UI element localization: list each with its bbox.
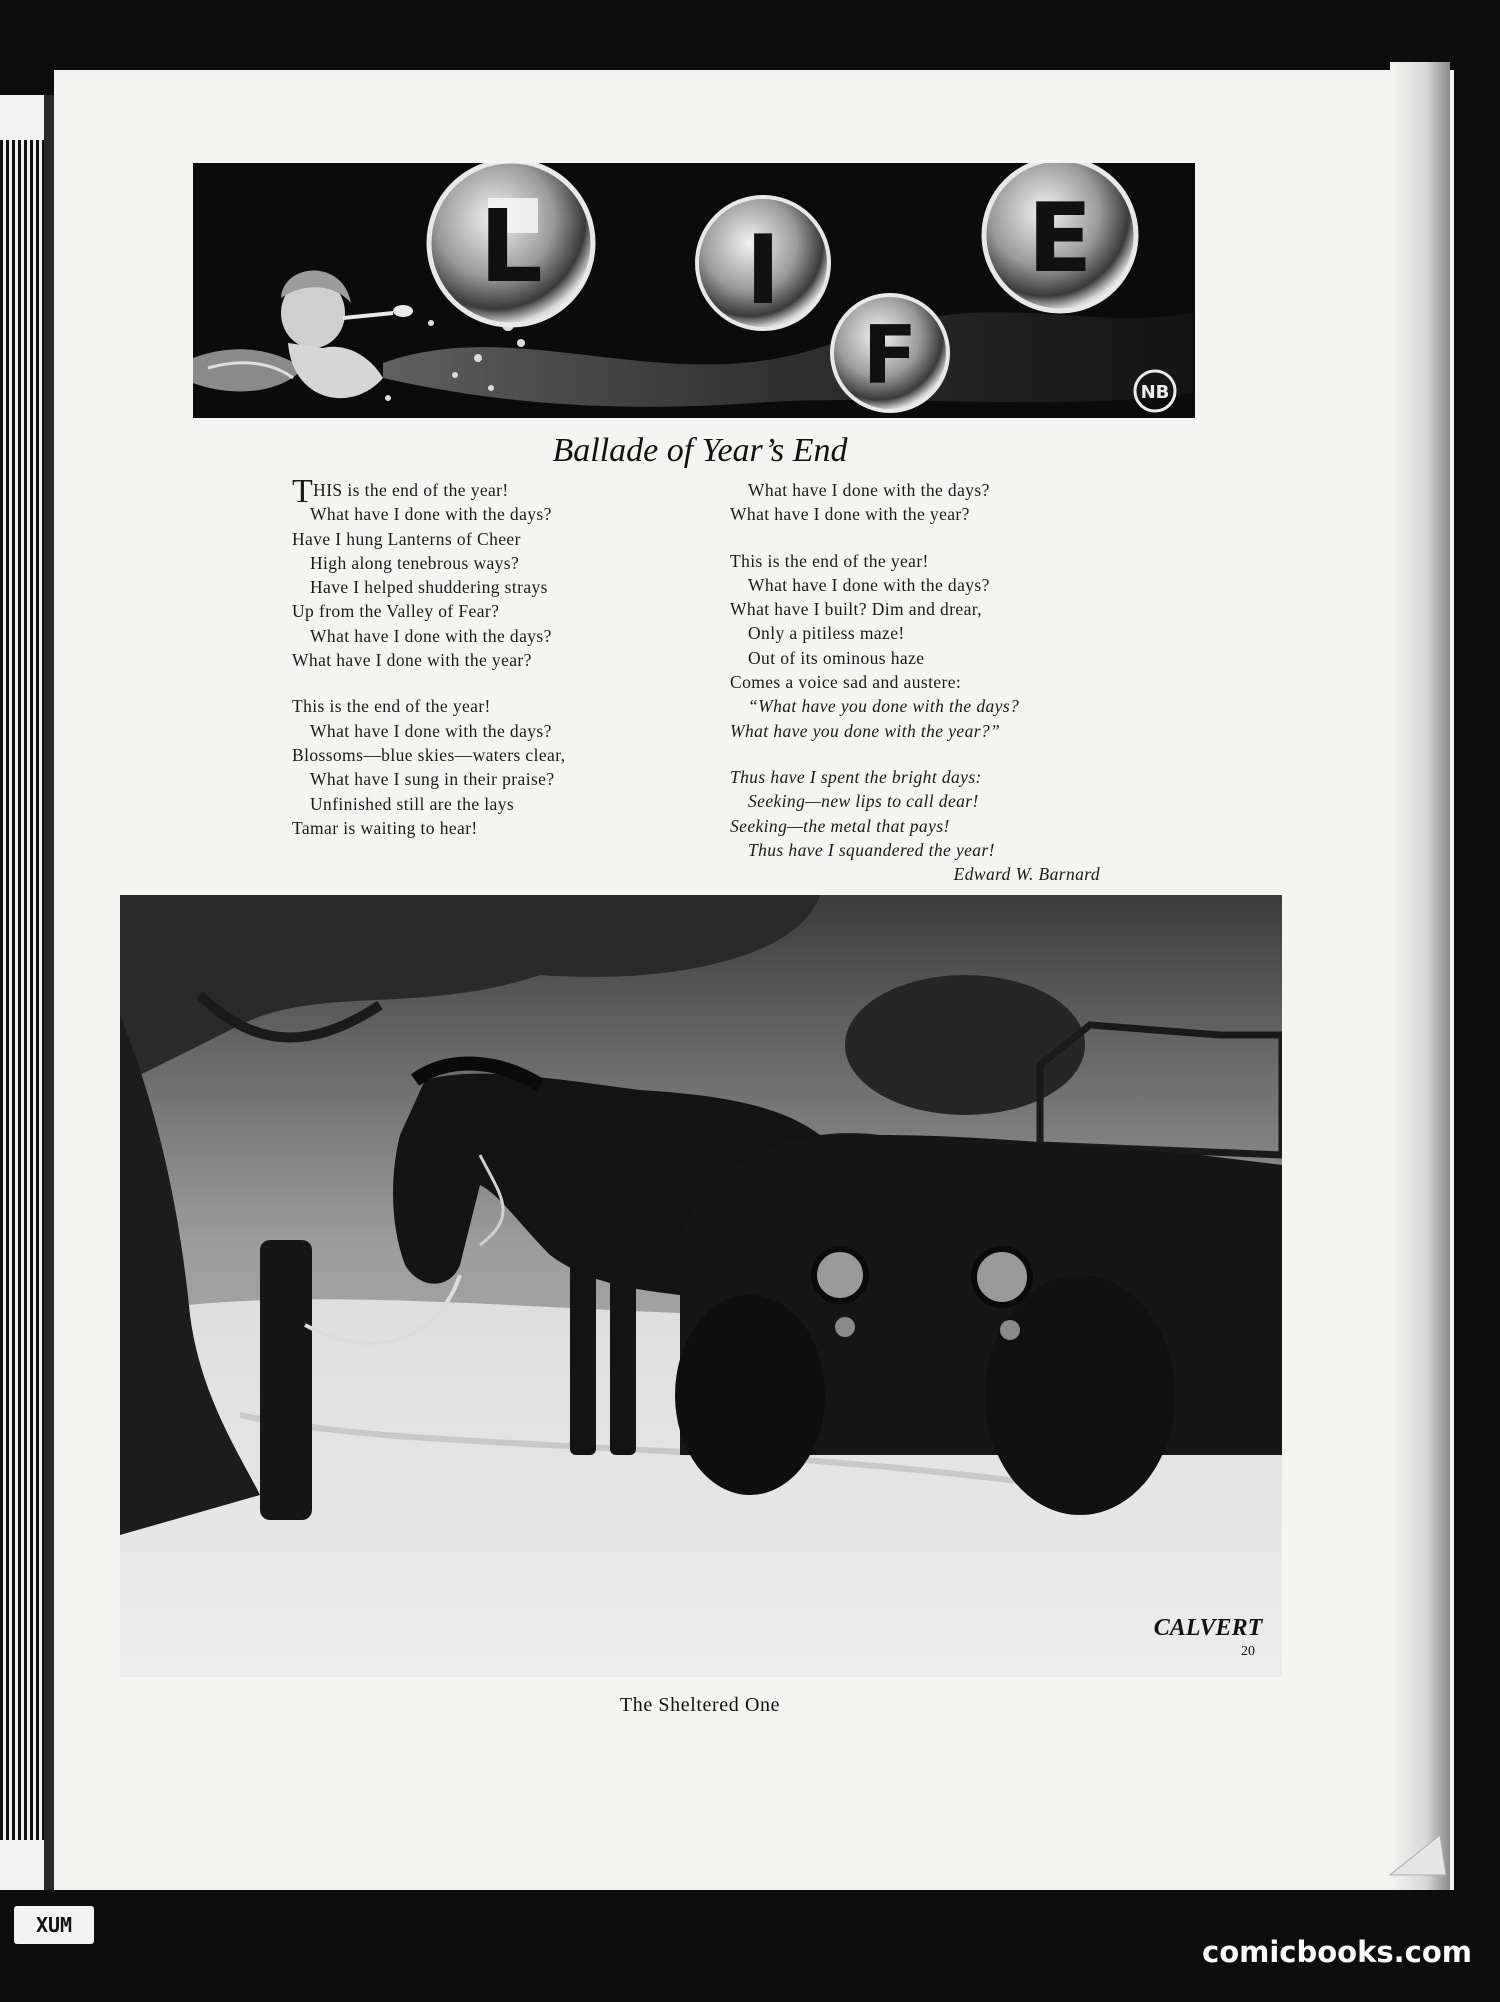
stacked-page-edges [0, 140, 44, 1840]
poem-line [730, 814, 1150, 838]
svg-text:L: L [479, 188, 543, 305]
poem-line-text: What have I done with the days? [310, 720, 552, 741]
bubble-i [697, 197, 829, 329]
poem-line-text: What have I done with the year? [730, 504, 970, 525]
poem-line-text: What have I built? Dim and drear, [730, 599, 983, 620]
stanza-break [292, 672, 712, 694]
poem-line [292, 527, 712, 551]
poem-line [292, 743, 712, 767]
svg-text:NB: NB [1140, 382, 1170, 403]
poem-author: Edward W. Barnard [953, 864, 1100, 885]
poem-line [730, 549, 1150, 573]
poem-line-text: HIS is the end of the year! [313, 480, 509, 500]
poem-line-text: Comes a voice sad and austere: [730, 672, 962, 693]
poem-line [730, 765, 1150, 789]
watermark: comicbooks.com [1202, 1935, 1472, 1969]
bubble-e [984, 163, 1136, 311]
poem-line [730, 502, 1150, 526]
drop-cap: T [292, 473, 314, 510]
poem-line-text: What have I done with the year? [292, 650, 532, 671]
poem-title: Ballade of Year’s End [552, 432, 848, 469]
poem-line [292, 767, 712, 791]
poem-line [292, 816, 712, 840]
poem-line-text: Seeking—new lips to call dear! [748, 791, 979, 812]
svg-text:CALVERT: CALVERT [1153, 1615, 1263, 1641]
poem-line [292, 473, 712, 510]
scan-tag: XUM [14, 1906, 94, 1944]
poem-line-text: What have I done with the days? [748, 480, 990, 500]
poem-line [292, 575, 712, 599]
poem-column-right [730, 478, 1150, 886]
svg-text:E: E [1027, 184, 1093, 294]
bubble-l [429, 163, 593, 325]
page-curl-shadow [1390, 62, 1450, 1890]
poem-line-text: What have I done with the days? [748, 574, 990, 595]
poem-line [292, 648, 712, 672]
poem-line-text: Thus have I spent the bright days: [730, 766, 982, 787]
painting-sheltered-one [120, 895, 1282, 1677]
poem-column-left [292, 473, 712, 840]
stanza-break [730, 527, 1150, 549]
painting-caption: The Sheltered One [619, 1694, 781, 1716]
hitching-post [260, 1240, 312, 1520]
poem-line [730, 838, 1150, 862]
poem-line-text: Only a pitiless maze! [748, 623, 905, 644]
poem-line-text: What have I done with the days? [310, 625, 552, 646]
poem-line-text: Tamar is waiting to hear! [292, 817, 478, 838]
poem-line [730, 621, 1150, 645]
poem-line-text: Up from the Valley of Fear? [292, 601, 500, 622]
bubble-f [832, 295, 948, 411]
poem-line [730, 478, 1150, 502]
svg-text:I: I [745, 216, 781, 326]
life-banner [193, 163, 1195, 418]
poem-line-text: Unfinished still are the lays [310, 793, 515, 814]
poem-line-text: Seeking—the metal that pays! [730, 815, 950, 836]
page-corner-fold [1380, 1830, 1450, 1880]
poem-line-text: Thus have I squandered the year! [748, 839, 995, 860]
svg-text:F: F [862, 309, 918, 402]
poem-line-text: This is the end of the year! [292, 696, 491, 717]
poem-line-text: Have I hung Lanterns of Cheer [292, 528, 521, 549]
poem-line-text: Have I helped shuddering strays [310, 577, 548, 598]
poem-line [730, 694, 1150, 718]
stanza-break [730, 743, 1150, 765]
poem-line [730, 670, 1150, 694]
poem-line [730, 597, 1150, 621]
book-spine [44, 95, 54, 1890]
poem-line-text: What have I done with the days? [310, 504, 552, 525]
poem-line [292, 624, 712, 648]
poem-line [730, 646, 1150, 670]
poem-line [292, 694, 712, 718]
poem-line [292, 599, 712, 623]
cherub [193, 271, 413, 399]
poem-line-text: What have you done with the year?” [730, 720, 1001, 741]
poem-line [730, 573, 1150, 597]
poem-line-text: What have I sung in their praise? [310, 769, 555, 790]
poem-line-text: This is the end of the year! [730, 550, 929, 571]
poem-line-text: Blossoms—blue skies—waters clear, [292, 744, 566, 765]
poem-line [292, 551, 712, 575]
svg-text:20: 20 [1241, 1644, 1255, 1659]
poem-line [292, 792, 712, 816]
poem-line-text: Out of its ominous haze [748, 647, 925, 668]
poem-line [292, 719, 712, 743]
poem-line [730, 789, 1150, 813]
poem-line-text: High along tenebrous ways? [310, 552, 520, 573]
poem-line-text: “What have you done with the days? [748, 696, 1020, 717]
poem-line [730, 719, 1150, 743]
poem-line [292, 502, 712, 526]
